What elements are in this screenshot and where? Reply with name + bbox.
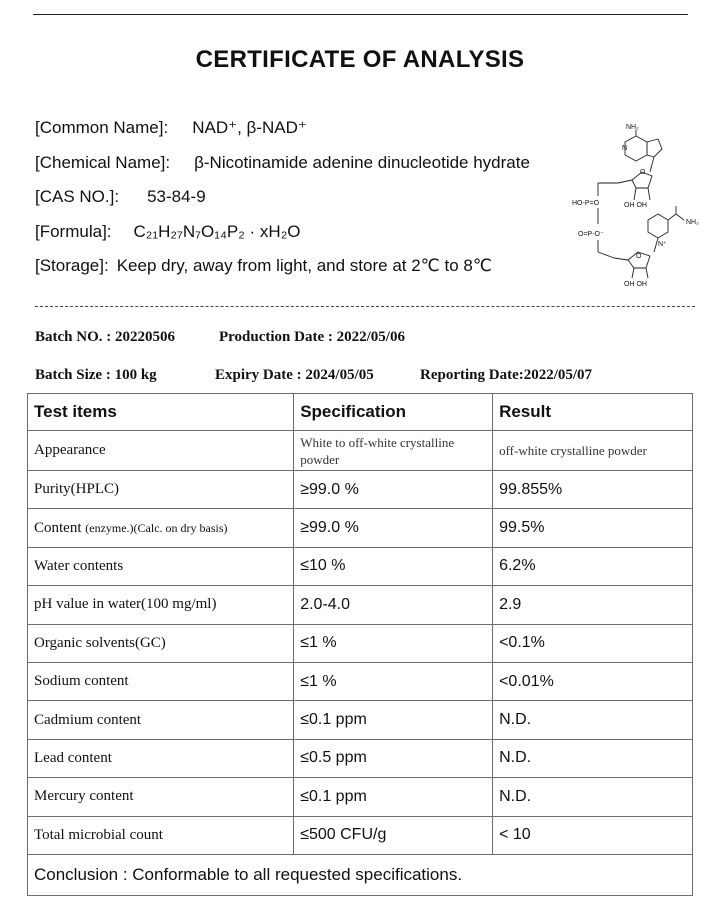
table-row [28, 431, 693, 471]
specification: ≤10 % [294, 547, 493, 585]
test-item: Total microbial count [28, 816, 294, 854]
test-item: Purity(HPLC) [28, 471, 294, 509]
storage-label: [Storage]: [35, 256, 109, 275]
oh-oh-upper-label: OH OH [624, 202, 647, 209]
result: N.D. [493, 778, 693, 816]
result: N.D. [493, 701, 693, 739]
conclusion-row [28, 854, 693, 895]
table-row [28, 624, 693, 662]
test-item: Lead content [28, 739, 294, 777]
storage-value: Keep dry, away from light, and store at 2℃ to 8℃ [116, 256, 492, 275]
formula-label: [Formula]: [35, 221, 112, 241]
test-item: Appearance [28, 431, 294, 471]
specification: ≤0.1 ppm [294, 701, 493, 739]
table-row [28, 547, 693, 585]
result: <0.01% [493, 662, 693, 700]
result: 2.9 [493, 586, 693, 624]
header-test-items: Test items [28, 394, 294, 431]
product-info [35, 118, 530, 291]
common-name-line [35, 118, 530, 153]
test-item: Organic solvents(GC) [28, 624, 294, 662]
specification: ≥99.0 % [294, 509, 493, 547]
specification: ≤0.1 ppm [294, 778, 493, 816]
result: <0.1% [493, 624, 693, 662]
expiry-date: Expiry Date : 2024/05/05 [215, 367, 374, 383]
formula-value: C₂₁H₂₇N₇O₁₄P₂ · xH₂O [133, 221, 301, 241]
header-result: Result [493, 394, 693, 431]
dashed-divider [35, 306, 695, 307]
result: N.D. [493, 739, 693, 777]
test-item: Cadmium content [28, 701, 294, 739]
cas-label: [CAS NO.]: [35, 187, 120, 206]
oh-oh-lower-label: OH OH [624, 281, 647, 288]
result: 6.2% [493, 547, 693, 585]
batch-size: Batch Size : 100 kg [35, 367, 157, 383]
table-row [28, 586, 693, 624]
formula-line [35, 222, 530, 257]
common-name-value: NAD⁺, β-NAD⁺ [192, 118, 307, 137]
test-item-name: Content [34, 519, 82, 536]
result: off-white crystalline powder [493, 431, 693, 471]
test-item [28, 509, 294, 547]
table-row [28, 471, 693, 509]
o-p-label: O=P-O⁻ [578, 231, 604, 238]
conclusion: Conclusion : Conformable to all requested specifications. [28, 854, 693, 895]
batch-number: Batch NO. : 20220506 [35, 329, 175, 345]
o-label-lower: O [636, 253, 642, 260]
common-name-label: [Common Name]: [35, 118, 169, 137]
nh2-right-label: NH₂ [686, 219, 699, 226]
specification: ≤1 % [294, 624, 493, 662]
chemical-name-line [35, 153, 530, 188]
results-table [27, 393, 693, 896]
n-label: N [622, 145, 628, 152]
table-row [28, 701, 693, 739]
specification: ≥99.0 % [294, 471, 493, 509]
nh2-top-label: NH₂ [626, 124, 639, 131]
chemical-name-label: [Chemical Name]: [35, 152, 171, 172]
result: 99.855% [493, 471, 693, 509]
specification: White to off-white crystalline powder [294, 431, 493, 471]
o-label-upper: O [640, 169, 646, 176]
n-plus-label: N⁺ [658, 241, 667, 248]
top-rule [33, 14, 688, 15]
specification: ≤0.5 ppm [294, 739, 493, 777]
header-specification: Specification [294, 394, 493, 431]
specification: ≤500 CFU/g [294, 816, 493, 854]
cas-value: 53-84-9 [147, 187, 206, 206]
table-row [28, 509, 693, 547]
nad-structure-diagram [570, 120, 720, 300]
result: 99.5% [493, 509, 693, 547]
specification: 2.0-4.0 [294, 586, 493, 624]
table-header-row [28, 394, 693, 431]
table-row [28, 816, 693, 854]
specification: ≤1 % [294, 662, 493, 700]
chemical-name-value: β-Nicotinamide adenine dinucleotide hydrate [194, 152, 530, 172]
page-title: CERTIFICATE OF ANALYSIS [195, 46, 525, 73]
table-row [28, 739, 693, 777]
reporting-date: Reporting Date:2022/05/07 [420, 367, 593, 383]
production-date: Production Date : 2022/05/06 [219, 329, 405, 345]
test-item: Water contents [28, 547, 294, 585]
result: < 10 [493, 816, 693, 854]
table-row [28, 662, 693, 700]
storage-line [35, 256, 530, 291]
ho-p-label: HO-P=O [572, 200, 600, 207]
test-item-note: (enzyme.)(Calc. on dry basis) [85, 520, 228, 535]
test-item: Sodium content [28, 662, 294, 700]
table-row [28, 778, 693, 816]
test-item: Mercury content [28, 778, 294, 816]
cas-line [35, 187, 530, 222]
test-item: pH value in water(100 mg/ml) [28, 586, 294, 624]
